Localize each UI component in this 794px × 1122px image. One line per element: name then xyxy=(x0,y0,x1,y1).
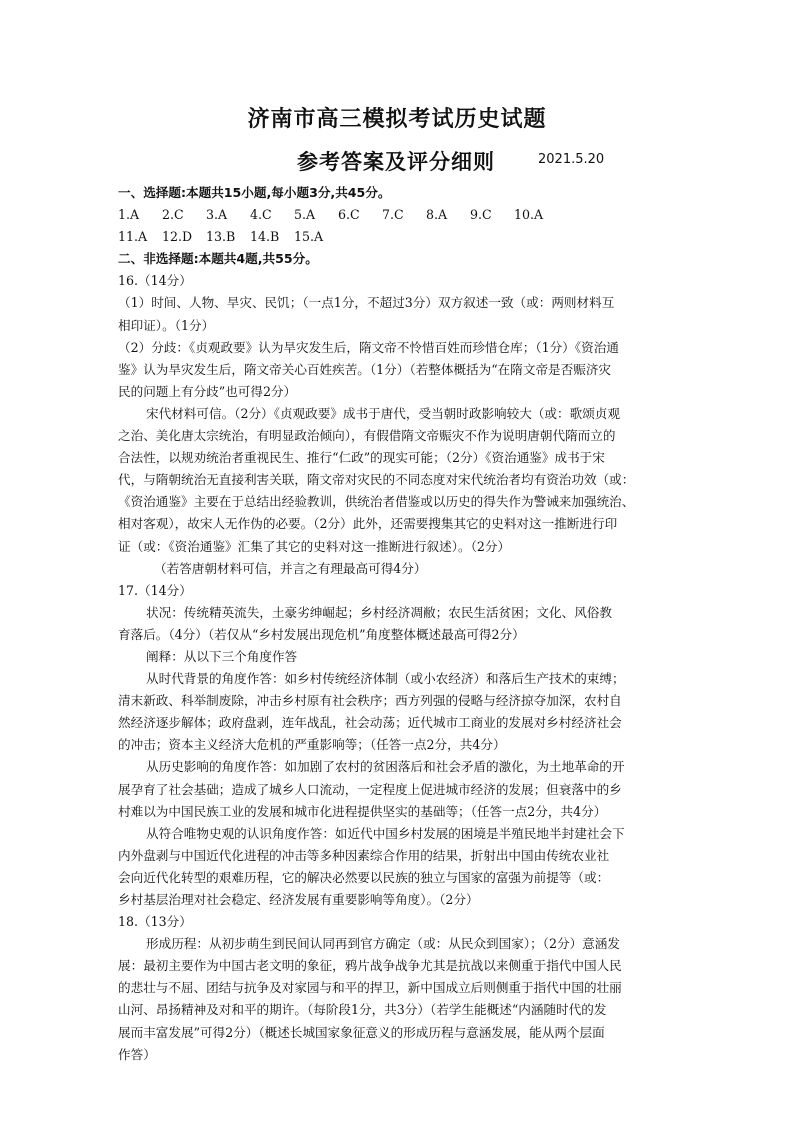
text-line: 代，与隋朝统治无直接利害关联，隋文帝对灾民的不同态度对宋代统治者均有资治功效（或： xyxy=(118,472,635,488)
section-2-heading: 二、非选择题:本题共4题,共55分。 xyxy=(118,251,318,267)
answer-item: 4.C xyxy=(250,207,272,223)
text-line: 清末新政、科举制废除，冲击乡村原有社会秩序；西方列强的侵略与经济掠夺加深，农村自 xyxy=(118,693,622,709)
text-line: 宋代材料可信。（2分）《贞观政要》成书于唐代，受当朝时政影响较大（或：歌颂贞观 xyxy=(146,405,620,421)
text-line: 状况：传统精英流失，土豪劣绅崛起；乡村经济凋敝；农民生活贫困；文化、风俗教 xyxy=(146,604,612,620)
answers-row-2 xyxy=(118,226,678,248)
answer-item: 13.B xyxy=(206,229,236,245)
text-line: 相印证）。（1分） xyxy=(118,317,215,333)
answer-item: 14.B xyxy=(250,229,280,245)
text-line: 会向近代化转型的艰难历程，它的解决必然要以民族的独立与国家的富强为前提等（或： xyxy=(118,869,610,885)
answer-item: 5.A xyxy=(294,207,316,223)
answer-item: 11.A xyxy=(118,229,148,245)
text-line: （若答唐朝材料可信，并言之有理最高可得4分） xyxy=(154,560,427,576)
text-line: 从时代背景的角度作答：如乡村传统经济体制（或小农经济）和落后生产技术的束缚； xyxy=(146,671,625,687)
text-line: 《资治通鉴》主要在于总结出经验教训，供统治者借鉴或以历史的得失作为警诫来加强统治、 xyxy=(118,494,635,510)
text-line: （1）时间、人物、旱灾、民饥；（一点1分，不超过3分）双方叙述一致（或：两则材料互 xyxy=(118,295,615,311)
text-line: 然经济逐步解体；政府盘剥，连年战乱，社会动荡；近代城市工商业的发展对乡村经济社会 xyxy=(118,715,622,731)
text-line: 阐释：从以下三个角度作答 xyxy=(146,648,298,664)
answer-item: 15.A xyxy=(294,229,324,245)
question-16-heading: 16.（14分） xyxy=(118,273,192,289)
document-title: 济南市高三模拟考试历史试题 xyxy=(247,107,547,132)
answer-item: 9.C xyxy=(470,207,492,223)
text-line: 内外盘剥与中国近代化进程的冲击等多种因素综合作用的结果，折射出中国由传统农业社 xyxy=(118,847,610,863)
answer-item: 3.A xyxy=(206,207,228,223)
question-18-heading: 18.（13分） xyxy=(118,914,192,930)
text-line: 展孕育了社会基础；造成了城乡人口流动，一定程度上促进城市经济的发展；但衰落中的乡 xyxy=(118,781,622,797)
text-line: 从历史影响的角度作答：如加剧了农村的贫困落后和社会矛盾的激化，为土地革命的开 xyxy=(146,759,625,775)
text-line: 村难以为中国民族工业的发展和城市化进程提供坚实的基础等；（任答一点2分，共4分） xyxy=(118,803,607,819)
text-line: 合法性，以规劝统治者重视民生、推行“仁政”的现实可能；（2分）《资治通鉴》成书于宋 xyxy=(118,450,605,466)
text-line: 育落后。（4分）（若仅从“乡村发展出现危机”角度整体概述最高可得2分） xyxy=(118,626,525,642)
section-1-heading: 一、选择题:本题共15小题,每小题3分,共45分。 xyxy=(118,185,391,200)
subtitle-row xyxy=(0,146,794,176)
text-line: 证（或：《资治通鉴》汇集了其它的史料对这一推断进行叙述）。（2分） xyxy=(118,538,511,554)
text-line: 民的问题上有分歧”也可得2分） xyxy=(118,383,297,399)
text-line: （2）分歧：《贞观政要》认为旱灾发生后，隋文帝不怜惜百姓而珍惜仓库；（1分）《资治通 xyxy=(118,339,619,355)
document-date: 2021.5.20 xyxy=(538,152,605,167)
answer-item: 6.C xyxy=(338,207,360,223)
answer-item: 1.A xyxy=(118,207,140,223)
text-line: 鉴》认为旱灾发生后，隋文帝关心百姓疾苦。（1分）（若整体概括为“在隋文帝是否赈济灾 xyxy=(118,361,612,377)
text-line: 之治、美化唐太宗统治，有明显政治倾向），有假借隋文帝赈灾不作为说明唐朝代隋而立的 xyxy=(118,428,616,444)
text-line: 山河、昂扬精神及对和平的期许。（每阶段1分，共3分）（若学生能概述“内涵随时代的发 xyxy=(118,1002,607,1018)
text-line: 展而丰富发展”可得2分）（概述长城国家象征意义的形成历程与意涵发展，能从两个层面 xyxy=(118,1024,605,1040)
answer-item: 7.C xyxy=(382,207,404,223)
answer-item: 2.C xyxy=(162,207,184,223)
answer-item: 12.D xyxy=(162,229,193,245)
text-line: 乡村基层治理对社会稳定、经济发展有重要影响等角度）。（2分） xyxy=(118,892,479,907)
document-subtitle: 参考答案及评分细则 xyxy=(297,150,495,174)
text-line: 形成历程：从初步萌生到民间认同再到官方确定（或：从民众到国家）；（2分）意涵发 xyxy=(146,936,620,952)
document-body xyxy=(118,182,678,1066)
answer-item: 8.A xyxy=(426,207,448,223)
text-line: 相对客观），故宋人无作伪的必要。（2分）此外，还需要搜集其它的史料对这一推断进行印 xyxy=(118,516,618,532)
text-line: 从符合唯物史观的认识角度作答：如近代中国乡村发展的困境是半殖民地半封建社会下 xyxy=(146,825,625,841)
text-line: 的冲击；资本主义经济大危机的严重影响等；（任答一点2分，共4分） xyxy=(118,737,506,753)
answers-row-1 xyxy=(118,204,678,226)
text-line: 作答） xyxy=(118,1046,156,1062)
text-line: 展：最初主要作为中国古老文明的象征，鸦片战争战争尤其是抗战以来侧重于指代中国人民 xyxy=(118,958,622,974)
question-17-heading: 17.（14分） xyxy=(118,582,192,598)
text-line: 的悲壮与不屈、团结与抗争及对家园与和平的捍卫，新中国成立后则侧重于指代中国的壮丽 xyxy=(118,980,622,996)
answer-item: 10.A xyxy=(514,207,544,223)
